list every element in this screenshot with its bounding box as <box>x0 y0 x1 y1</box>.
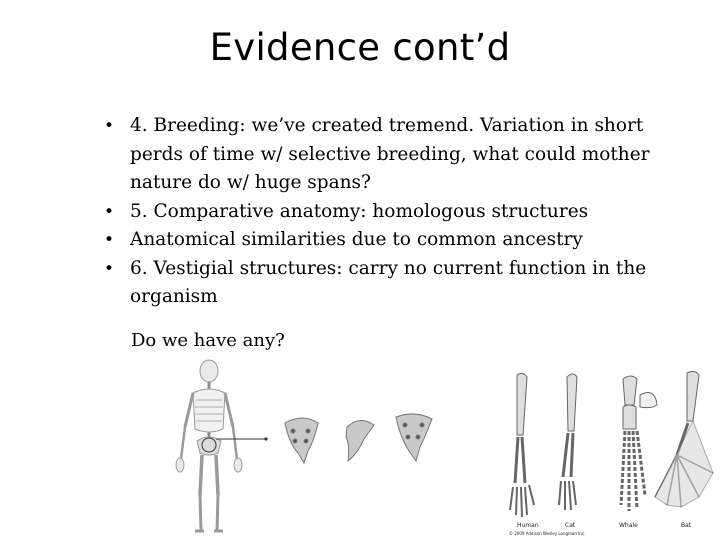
bullet-item <box>104 255 684 312</box>
label-bat: Bat <box>681 522 692 529</box>
question-text: Do we have any? <box>131 330 285 351</box>
bullet-text: Anatomical similarities due to common ancestry <box>130 229 583 250</box>
bullet-marker: • <box>104 230 115 250</box>
bullet-list <box>104 112 684 312</box>
bullet-marker: • <box>104 258 115 279</box>
bullet-item <box>104 198 684 227</box>
bullet-text: 6. Vestigial structures: carry no current function in the organism <box>130 257 647 307</box>
bullet-item <box>104 112 684 198</box>
bullet-item <box>104 226 684 255</box>
bullet-marker: • <box>104 116 115 136</box>
bullet-text: 5. Comparative anatomy: homologous structures <box>130 200 589 222</box>
figure-credit: © 2009 Addison Wesley Longman Inc. <box>509 531 586 536</box>
bullet-text: 4. Breeding: we’ve created tremend. Variation in short perds of time w/ selective breeding, what could mother nature do w/ huge spans? <box>130 115 650 193</box>
label-cat: Cat <box>565 522 576 529</box>
forelimb-homology-figure <box>505 365 718 538</box>
label-whale: Whale <box>619 522 638 529</box>
skeleton-coccyx-figure <box>160 355 450 540</box>
label-human: Human <box>517 522 539 529</box>
bullet-marker: • <box>104 201 115 222</box>
slide-title: Evidence cont’d <box>209 26 511 69</box>
